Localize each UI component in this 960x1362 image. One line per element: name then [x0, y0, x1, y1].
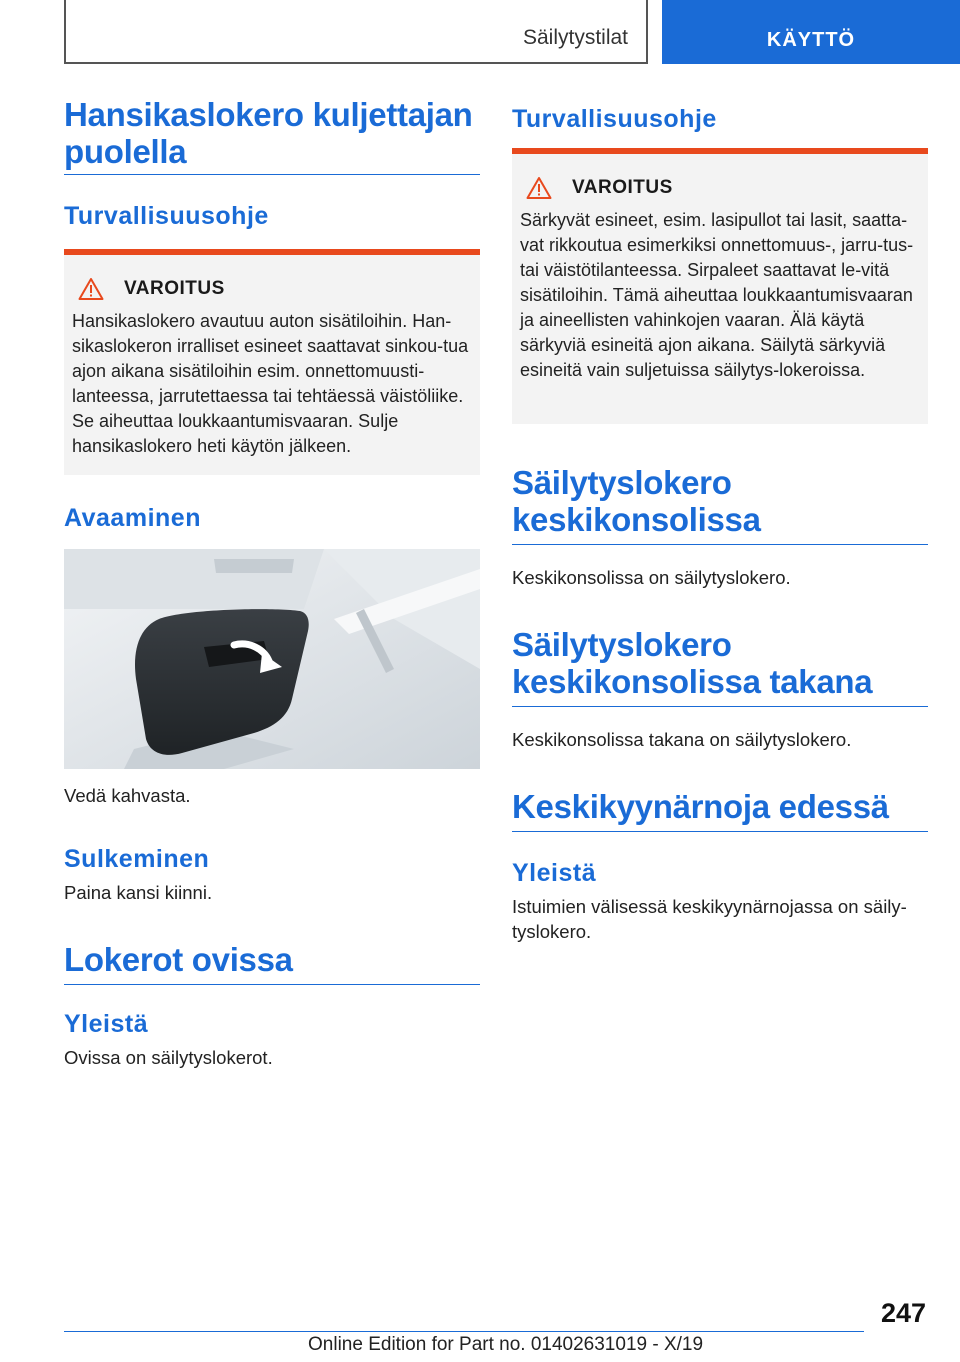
console-rear-text: Keskikonsolissa takana on säilytyslokero.: [512, 729, 852, 750]
heading-safety-right: Turvallisuusohje: [512, 105, 717, 133]
right-column: [512, 96, 928, 944]
warning-box-glovebox: [64, 249, 480, 475]
heading-general-left: Yleistä: [64, 1010, 149, 1038]
footer-edition: Online Edition for Part no. 01402631019 - X/19: [308, 1334, 704, 1355]
heading-safety-left: Turvallisuusohje: [64, 202, 269, 230]
warning-text: Särkyvät esineet, esim. lasipullot tai lasit, saatta-vat rikkoutua esimerkiksi onnettomuus-, jarru-tus- tai väistötilanteessa. Sirpaleet saattavat le-vitä sisätiloihin. Tämä aiheuttaa loukkaantumisvaaran ja aineellisten vahinkojen vaaran. Älä käytä särkyviä esineitä ajon aikana. Säilytä särkyviä esineitä vain suljetuissa säilytys-lokeroissa.: [520, 210, 914, 380]
armrest-text: Istuimien välisessä keskikyynärnojassa on säily-tyslokero.: [512, 896, 907, 942]
heading-close: Sulkeminen: [64, 845, 210, 873]
warning-title: [526, 176, 920, 200]
doors-text: Ovissa on säilytyslokerot.: [64, 1047, 273, 1068]
left-column: [64, 96, 480, 1070]
warning-title-text: VAROITUS: [572, 177, 673, 198]
glovebox-illustration: [64, 549, 480, 769]
heading-general-right: Yleistä: [512, 859, 597, 887]
warning-triangle-icon: [526, 176, 552, 200]
header-section-title: Säilytystilat: [522, 26, 628, 49]
warning-box-fragile: [512, 148, 928, 424]
warning-title-text: VAROITUS: [124, 278, 225, 299]
heading-doors: Lokerot ovissa: [64, 941, 480, 985]
heading-open: Avaaminen: [64, 504, 201, 532]
heading-console: Säilytyslokero keskikonsolissa: [512, 464, 928, 545]
page-number: 247: [880, 1298, 926, 1328]
glovebox-photo: [64, 549, 480, 769]
heading-armrest: Keskikyynärnoja edessä: [512, 788, 928, 832]
warning-title: [78, 277, 472, 301]
header-chapter-tab[interactable]: KÄYTTÖ: [662, 0, 960, 64]
console-text: Keskikonsolissa on säilytyslokero.: [512, 567, 791, 588]
heading-console-rear: Säilytyslokero keskikonsolissa takana: [512, 626, 928, 707]
close-instruction: Paina kansi kiinni.: [64, 882, 213, 903]
warning-text: Hansikaslokero avautuu auton sisätiloihin. Han-sikaslokeron irralliset esineet saattavat sinkou-tua ajon aikana sisätiloihin esim. onnettomuusti-lanteessa, jarrutettaessa tai tehtäessä väistöliike. Se aiheuttaa loukkaantumisvaaran. Sulje hansikaslokero heti käytön jälkeen.: [72, 311, 469, 456]
warning-triangle-icon: [78, 277, 104, 301]
heading-glovebox: Hansikaslokero kuljettajan puolella: [64, 96, 480, 175]
open-instruction: Vedä kahvasta.: [64, 785, 191, 806]
header-section-box: [64, 0, 648, 64]
footer-divider: [64, 1331, 864, 1332]
